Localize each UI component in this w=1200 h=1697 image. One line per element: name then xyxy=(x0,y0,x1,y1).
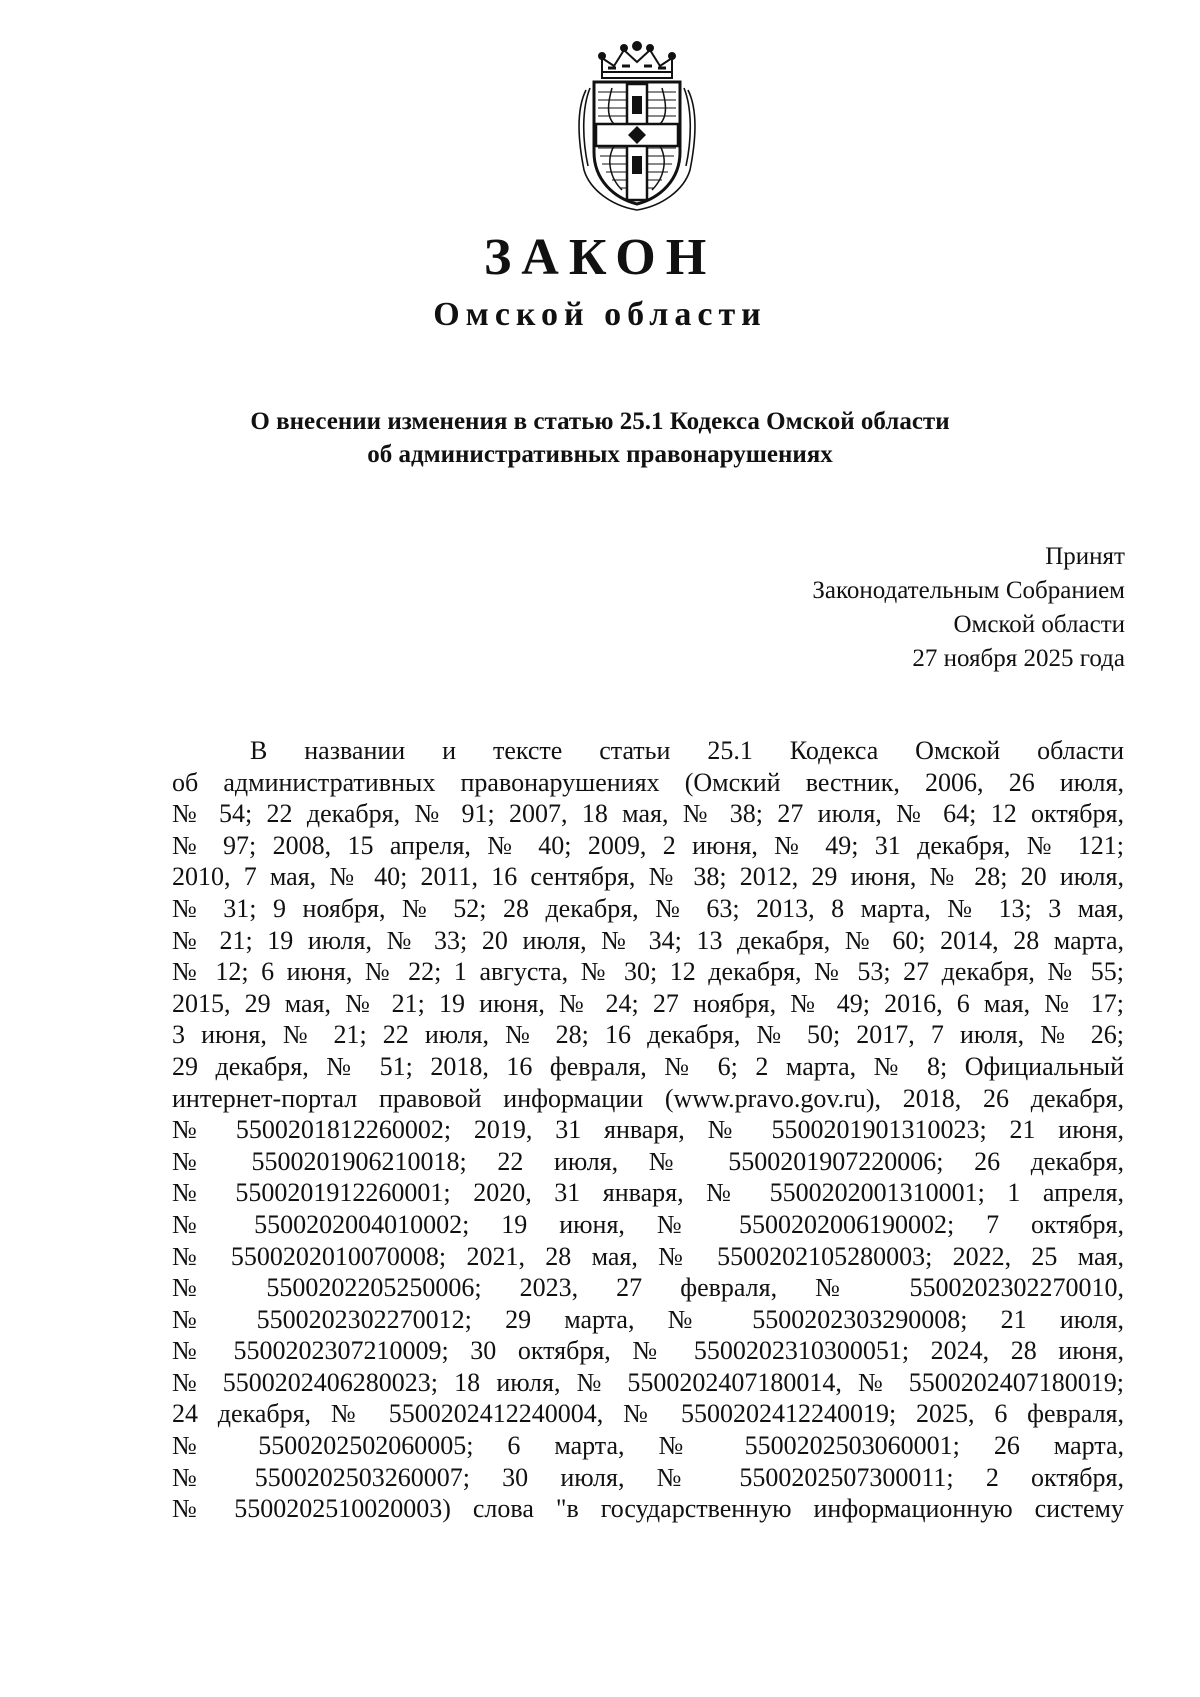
paragraph-line: № 5500201812260002; 2019, 31 января, № 5500201901310023; 21 июня, xyxy=(172,1115,1124,1145)
paragraph-line: № 5500202510020003) слова "в государственную информационную систему xyxy=(172,1494,1124,1524)
law-body-paragraph xyxy=(172,735,1124,1525)
paragraph-line: интернет-портал правовой информации (www.pravo.gov.ru), 2018, 26 декабря, xyxy=(172,1083,1124,1113)
paragraph-line: № 5500202302270012; 29 марта, № 5500202303290008; 21 июля, xyxy=(172,1304,1124,1334)
paragraph-line: № 5500202205250006; 2023, 27 февраля, № 5500202302270010, xyxy=(172,1273,1124,1303)
paragraph-line: 3 июня, № 21; 22 июля, № 28; 16 декабря, № 50; 2017, 7 июля, № 26; xyxy=(172,1020,1124,1050)
adoption-date: 27 ноября 2025 года xyxy=(912,645,1125,672)
paragraph-line: об административных правонарушениях (Омский вестник, 2006, 26 июля, xyxy=(172,767,1124,797)
paragraph-line: № 97; 2008, 15 апреля, № 40; 2009, 2 июня, № 49; 31 декабря, № 121; xyxy=(172,830,1124,860)
paragraph-line: № 5500202502060005; 6 марта, № 5500202503060001; 26 марта, xyxy=(172,1431,1124,1461)
adoption-line: Принят xyxy=(1045,543,1125,570)
paragraph-line: № 5500202004010002; 19 июня, № 5500202006190002; 7 октября, xyxy=(172,1209,1124,1239)
adoption-line: Законодательным Собранием xyxy=(812,577,1125,604)
adoption-line: Омской области xyxy=(953,611,1125,638)
paragraph-line: № 12; 6 июня, № 22; 1 августа, № 30; 12 декабря, № 53; 27 декабря, № 55; xyxy=(172,957,1124,987)
paragraph-line: В названии и тексте статьи 25.1 Кодекса Омской области xyxy=(250,736,1124,765)
paragraph-line: № 5500202010070008; 2021, 28 мая, № 5500202105280003; 2022, 25 мая, xyxy=(172,1241,1124,1271)
paragraph-line: 24 декабря, № 5500202412240004, № 5500202412240019; 2025, 6 февраля, xyxy=(172,1399,1124,1429)
paragraph-line: № 5500202307210009; 30 октября, № 5500202310300051; 2024, 28 июня, xyxy=(172,1336,1124,1366)
paragraph-line: 2015, 29 мая, № 21; 19 июня, № 24; 27 ноября, № 49; 2016, 6 мая, № 17; xyxy=(172,988,1124,1018)
document-subtitle: Омской области xyxy=(433,296,767,333)
paragraph-line: № 54; 22 декабря, № 91; 2007, 18 мая, № 38; 27 июля, № 64; 12 октября, xyxy=(172,799,1124,829)
omsk-coat-of-arms-icon xyxy=(572,40,702,212)
law-heading-line: О внесении изменения в статью 25.1 Кодекса Омской области xyxy=(250,408,950,435)
paragraph-line: № 31; 9 ноября, № 52; 28 декабря, № 63; 2013, 8 марта, № 13; 3 мая, xyxy=(172,893,1124,923)
law-heading-line: об административных правонарушениях xyxy=(367,441,833,468)
paragraph-line: № 5500202503260007; 30 июля, № 5500202507300011; 2 октября, xyxy=(172,1462,1124,1492)
adoption-block xyxy=(812,540,1125,676)
paragraph-line: № 5500202406280023; 18 июля, № 5500202407180014, № 5500202407180019; xyxy=(172,1367,1124,1397)
paragraph-line: № 5500201906210018; 22 июля, № 5500201907220006; 26 декабря, xyxy=(172,1146,1124,1176)
paragraph-line: 29 декабря, № 51; 2018, 16 февраля, № 6; 2 марта, № 8; Официальный xyxy=(172,1051,1124,1081)
paragraph-line: 2010, 7 мая, № 40; 2011, 16 сентября, № 38; 2012, 29 июня, № 28; 20 июля, xyxy=(172,862,1124,892)
paragraph-line: № 21; 19 июля, № 33; 20 июля, № 34; 13 декабря, № 60; 2014, 28 марта, xyxy=(172,925,1124,955)
paragraph-line: № 5500201912260001; 2020, 31 января, № 5500202001310001; 1 апреля, xyxy=(172,1178,1124,1208)
document-title: ЗАКОН xyxy=(483,229,717,286)
law-heading xyxy=(150,405,1050,471)
